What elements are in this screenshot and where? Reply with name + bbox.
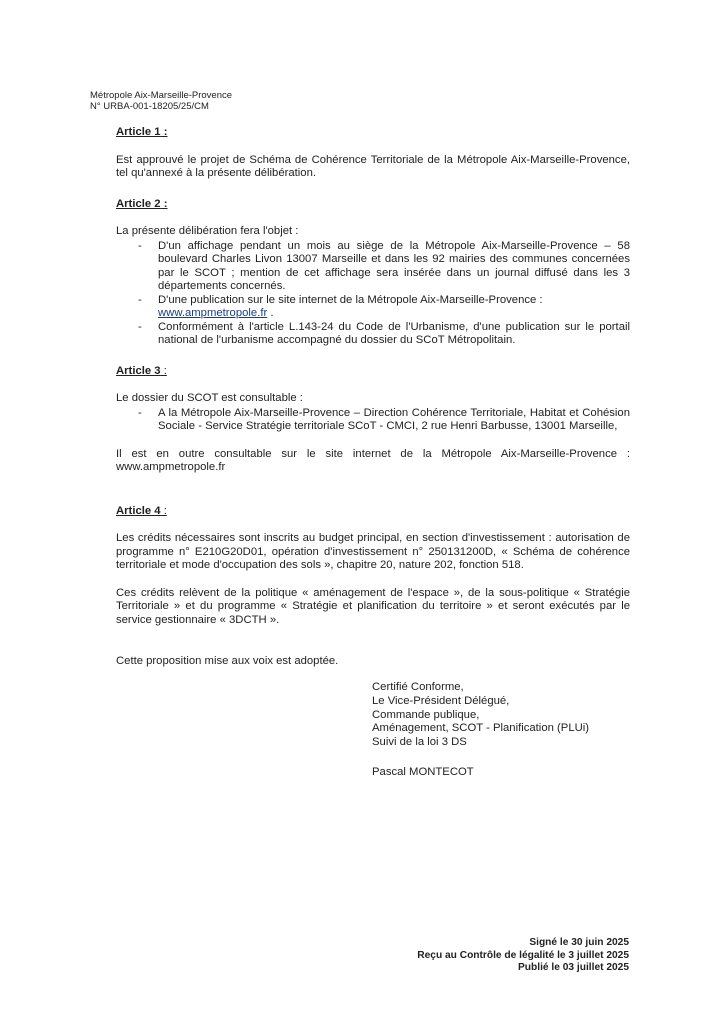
list-item: - Conformément à l'article L.143-24 du Code de l'Urbanisme, d'une publication sur le portail national de l'urbanisme accompagné du dossier du SCoT Métropolitain. [116,321,630,348]
article-4-title: Article 4 : [116,504,167,517]
article-4-paragraph-2: Ces crédits relèvent de la politique « aménagement de l'espace », de la sous-politique « Stratégie Territoriale » et du programme « Stratégie et planification du territoire » et seront exécutés par le service gestionnaire « 3DCTH ». [116,586,630,626]
legal-footer [417,937,629,975]
signed-date: Signé le 30 juin 2025 [529,937,629,948]
closing-statement: Cette proposition mise aux voix est adoptée. [116,655,339,667]
article-1-text: Est approuvé le projet de Schéma de Cohérence Territoriale de la Métropole Aix-Marseille-Provence, tel qu'annexé à la présente délibération. [116,153,630,179]
signature-line: Aménagement, SCOT - Planification (PLUi) [372,722,590,735]
article-3-list [116,407,630,434]
article-2-intro: La présente délibération fera l'objet : [116,225,299,237]
signature-line: Certifié Conforme, [372,681,464,693]
organization-name: Métropole Aix-Marseille-Provence [90,90,233,101]
list-item: - D'une publication sur le site internet de la Métropole Aix-Marseille-Provence : www.ampmetropole.fr . [116,294,630,321]
signature-line: Suivi de la loi 3 DS [372,736,467,749]
article-2-title: Article 2 : [116,197,168,210]
signature-block [372,681,589,750]
received-date: Reçu au Contrôle de légalité le 3 juillet 2025 [417,949,629,961]
signature-line: Le Vice-Président Délégué, [372,694,510,707]
article-3-title: Article 3 : [116,364,167,377]
list-item: - D'un affichage pendant un mois au siège de la Métropole Aix-Marseille-Provence – 58 boulevard Charles Livon 13007 Marseille et dans les 92 mairies des communes concernées par le SCOT ; mention de cet affichage sera insérée dans un journal diffusé dans les 3 départements concernés. [116,240,630,294]
website-link[interactable]: www.ampmetropole.fr [158,307,268,319]
article-4-paragraph-1: Les crédits nécessaires sont inscrits au budget principal, en section d'investissement : autorisation de programme n° E210G20D01, opération d'investissement n° 250131200D, « Schéma de cohérence territoriale et mode d'occupation des sols », chapitre 20, nature 202, fonction 518. [116,532,630,571]
published-date: Publié le 03 juillet 2025 [518,962,629,973]
document-header [90,90,232,112]
article-3-intro: Le dossier du SCOT est consultable : [116,392,303,404]
list-item: - A la Métropole Aix-Marseille-Provence – Direction Cohérence Territoriale, Habitat et Cohésion Sociale - Service Stratégie territoriale SCoT - CMCI, 2 rue Henri Barbusse, 13001 Marseille, [116,407,630,434]
signature-line: Commande publique, [372,708,480,721]
signer-name: Pascal MONTECOT [372,766,474,778]
article-3-outro: Il est en outre consultable sur le site internet de la Métropole Aix-Marseille-Provence : www.ampmetropole.fr [116,447,630,473]
document-body [116,126,630,669]
article-1-title: Article 1 : [116,126,168,138]
reference-number: N° URBA-001-18205/25/CM [90,101,209,112]
article-2-list [116,240,630,348]
